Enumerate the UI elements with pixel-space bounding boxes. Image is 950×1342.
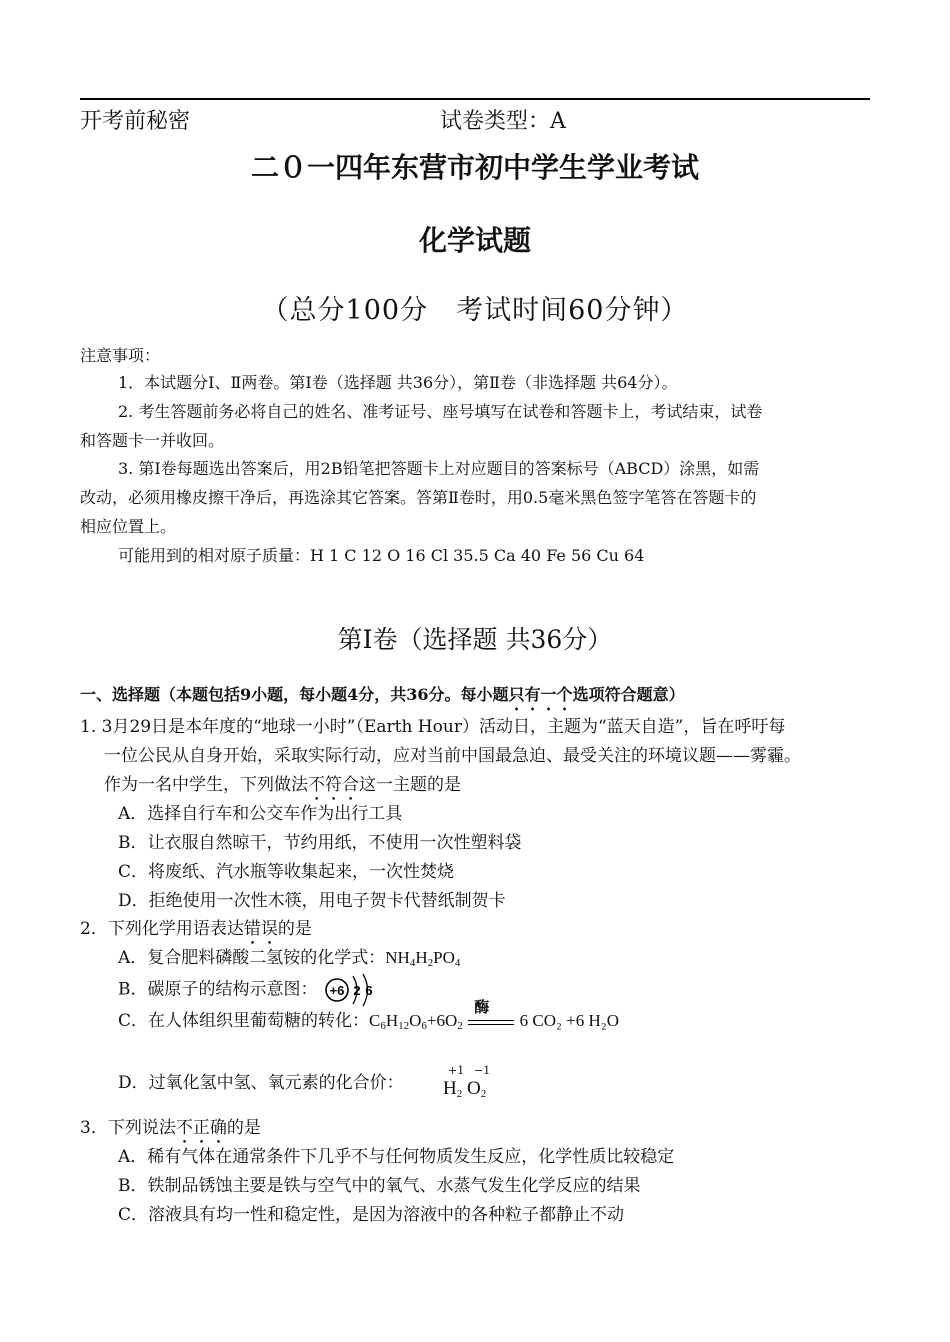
exam-title: 二０一四年东营市初中学生学业考试 xyxy=(250,151,699,184)
q1-option-d: D．拒绝使用一次性木筷，用电子贺卡代替纸制贺卡 xyxy=(118,891,506,911)
q1-line2: 一位公民从自身开始，采取实际行动，应对当前中国最急迫、最受关注的环境议题——雾霾。 xyxy=(104,746,801,766)
atomic-masses: 可能用到的相对原子质量：H 1 C 12 O 16 Cl 35.5 Ca 40 Fe 56 Cu 64 xyxy=(118,546,645,565)
note-item-3-line3: 相应位置上。 xyxy=(80,517,177,536)
part-instructions-post: 选项符合题意） xyxy=(572,685,685,704)
q1-line3-post: 这一主题的是 xyxy=(359,775,461,795)
glucose-products: 6 CO₂ +6 H₂O xyxy=(519,1011,619,1030)
q2-stem-pre: 2．下列化学用语表达 xyxy=(80,919,244,939)
h2o2-formula xyxy=(443,1078,486,1100)
atom-shell-2: 6 xyxy=(365,983,373,998)
enzyme-label: 酶 xyxy=(474,997,490,1016)
formula-o-sub: 2 xyxy=(480,1088,487,1100)
secret-label: 开考前秘密 xyxy=(80,109,191,134)
q2-option-a-label: A．复合肥料磷酸二氢铵的化学式： xyxy=(118,948,386,968)
part-instructions xyxy=(80,682,685,714)
note-item-3-line1: 3. 第Ⅰ卷每题选出答案后，用2B铅笔把答题卡上对应题目的答案标号（ABCD）涂黑，如需 xyxy=(118,459,760,478)
q1-line3-pre: 作为一名中学生，下列做法 xyxy=(104,775,308,795)
q2-option-a-formula: $NH_4H_2PO_4$ xyxy=(385,948,461,969)
q2-option-c-label: C．在人体组织里葡萄糖的转化： xyxy=(118,1011,370,1031)
q3-option-b: B．铁制品锈蚀主要是铁与空气中的氧气、水蒸气发生化学反应的结果 xyxy=(118,1176,641,1196)
formula-h: H xyxy=(443,1078,457,1099)
q2-option-d: D．过氧化氢中氢、氧元素的化合价： xyxy=(118,1073,404,1093)
q1-line1: 1. 3月29日是本年度的“地球一小时”（Earth Hour）活动日，主题为“蓝天自造”，旨在呼吁每 xyxy=(80,717,786,737)
q1-option-a: A．选择自行车和公交车作为出行工具 xyxy=(118,804,403,824)
atom-nucleus: +6 xyxy=(329,983,345,998)
top-rule xyxy=(80,98,870,100)
note-item-3-line2: 改动，必须用橡皮擦干净后，再选涂其它答案。答第Ⅱ卷时，用0.5毫米黑色签字笔答在答题卡的 xyxy=(80,488,757,507)
note-item-2-line1: 2. 考生答题前务必将自己的姓名、准考证号、座号填写在试卷和答题卡上，考试结束，试卷 xyxy=(118,402,763,421)
q2-option-c xyxy=(118,997,619,1032)
q3-option-c: C．溶液具有均一性和稳定性，是因为溶液中的各种粒子都静止不动 xyxy=(118,1205,625,1225)
paper-type-label: 试卷类型：A xyxy=(440,109,566,134)
q3-option-a: A．稀有气体在通常条件下几乎不与任何物质发生反应，化学性质比较稳定 xyxy=(118,1147,675,1167)
section-title: 第Ⅰ卷（选择题 共36分） xyxy=(337,625,613,654)
part-instructions-emphasis: 只有一个 xyxy=(508,685,573,704)
q1-emphasis: 不符合 xyxy=(308,775,359,795)
formula-o: O xyxy=(466,1078,481,1099)
subject-title: 化学试题 xyxy=(418,224,531,257)
formula-h-sub: 2 xyxy=(456,1088,463,1100)
q2-option-b-label: B．碳原子的结构示意图： xyxy=(118,979,318,1000)
q2-option-a xyxy=(118,943,460,969)
q3-stem-pre: 3．下列说法 xyxy=(80,1118,176,1138)
valence-h: +1 xyxy=(448,1064,465,1077)
glucose-reactants: $C_6H_{12}O_6+6O_2$ xyxy=(369,1011,463,1032)
q1-option-b: B．让衣服自然晾干，节约用纸，不使用一次性塑料袋 xyxy=(118,833,522,853)
part-instructions-pre: 一、选择题（本题包括9小题，每小题4分，共36分。每小题 xyxy=(80,685,509,704)
q2-stem-post: 的是 xyxy=(277,919,312,939)
enzyme-arrow xyxy=(468,997,514,1030)
q1-option-c: C．将废纸、汽水瓶等收集起来，一次性焚烧 xyxy=(118,862,455,882)
q2-emphasis: 错误 xyxy=(243,919,278,939)
atom-shell-1: 2 xyxy=(353,983,361,998)
note-item-1: 1．本试题分Ⅰ、Ⅱ两卷。第Ⅰ卷（选择题 共36分），第Ⅱ卷（非选择题 共64分）。 xyxy=(118,373,678,392)
exam-meta: （总分100分 考试时间60分钟） xyxy=(261,295,689,326)
q3-emphasis: 不正确 xyxy=(175,1118,227,1138)
note-item-2-line2: 和答题卡一并收回。 xyxy=(80,431,225,450)
valence-o: −1 xyxy=(474,1064,491,1077)
q2-option-b xyxy=(118,972,379,1008)
carbon-atom-diagram xyxy=(323,972,379,1008)
notes-heading: 注意事项： xyxy=(80,346,161,365)
q3-stem-post: 的是 xyxy=(226,1118,261,1138)
